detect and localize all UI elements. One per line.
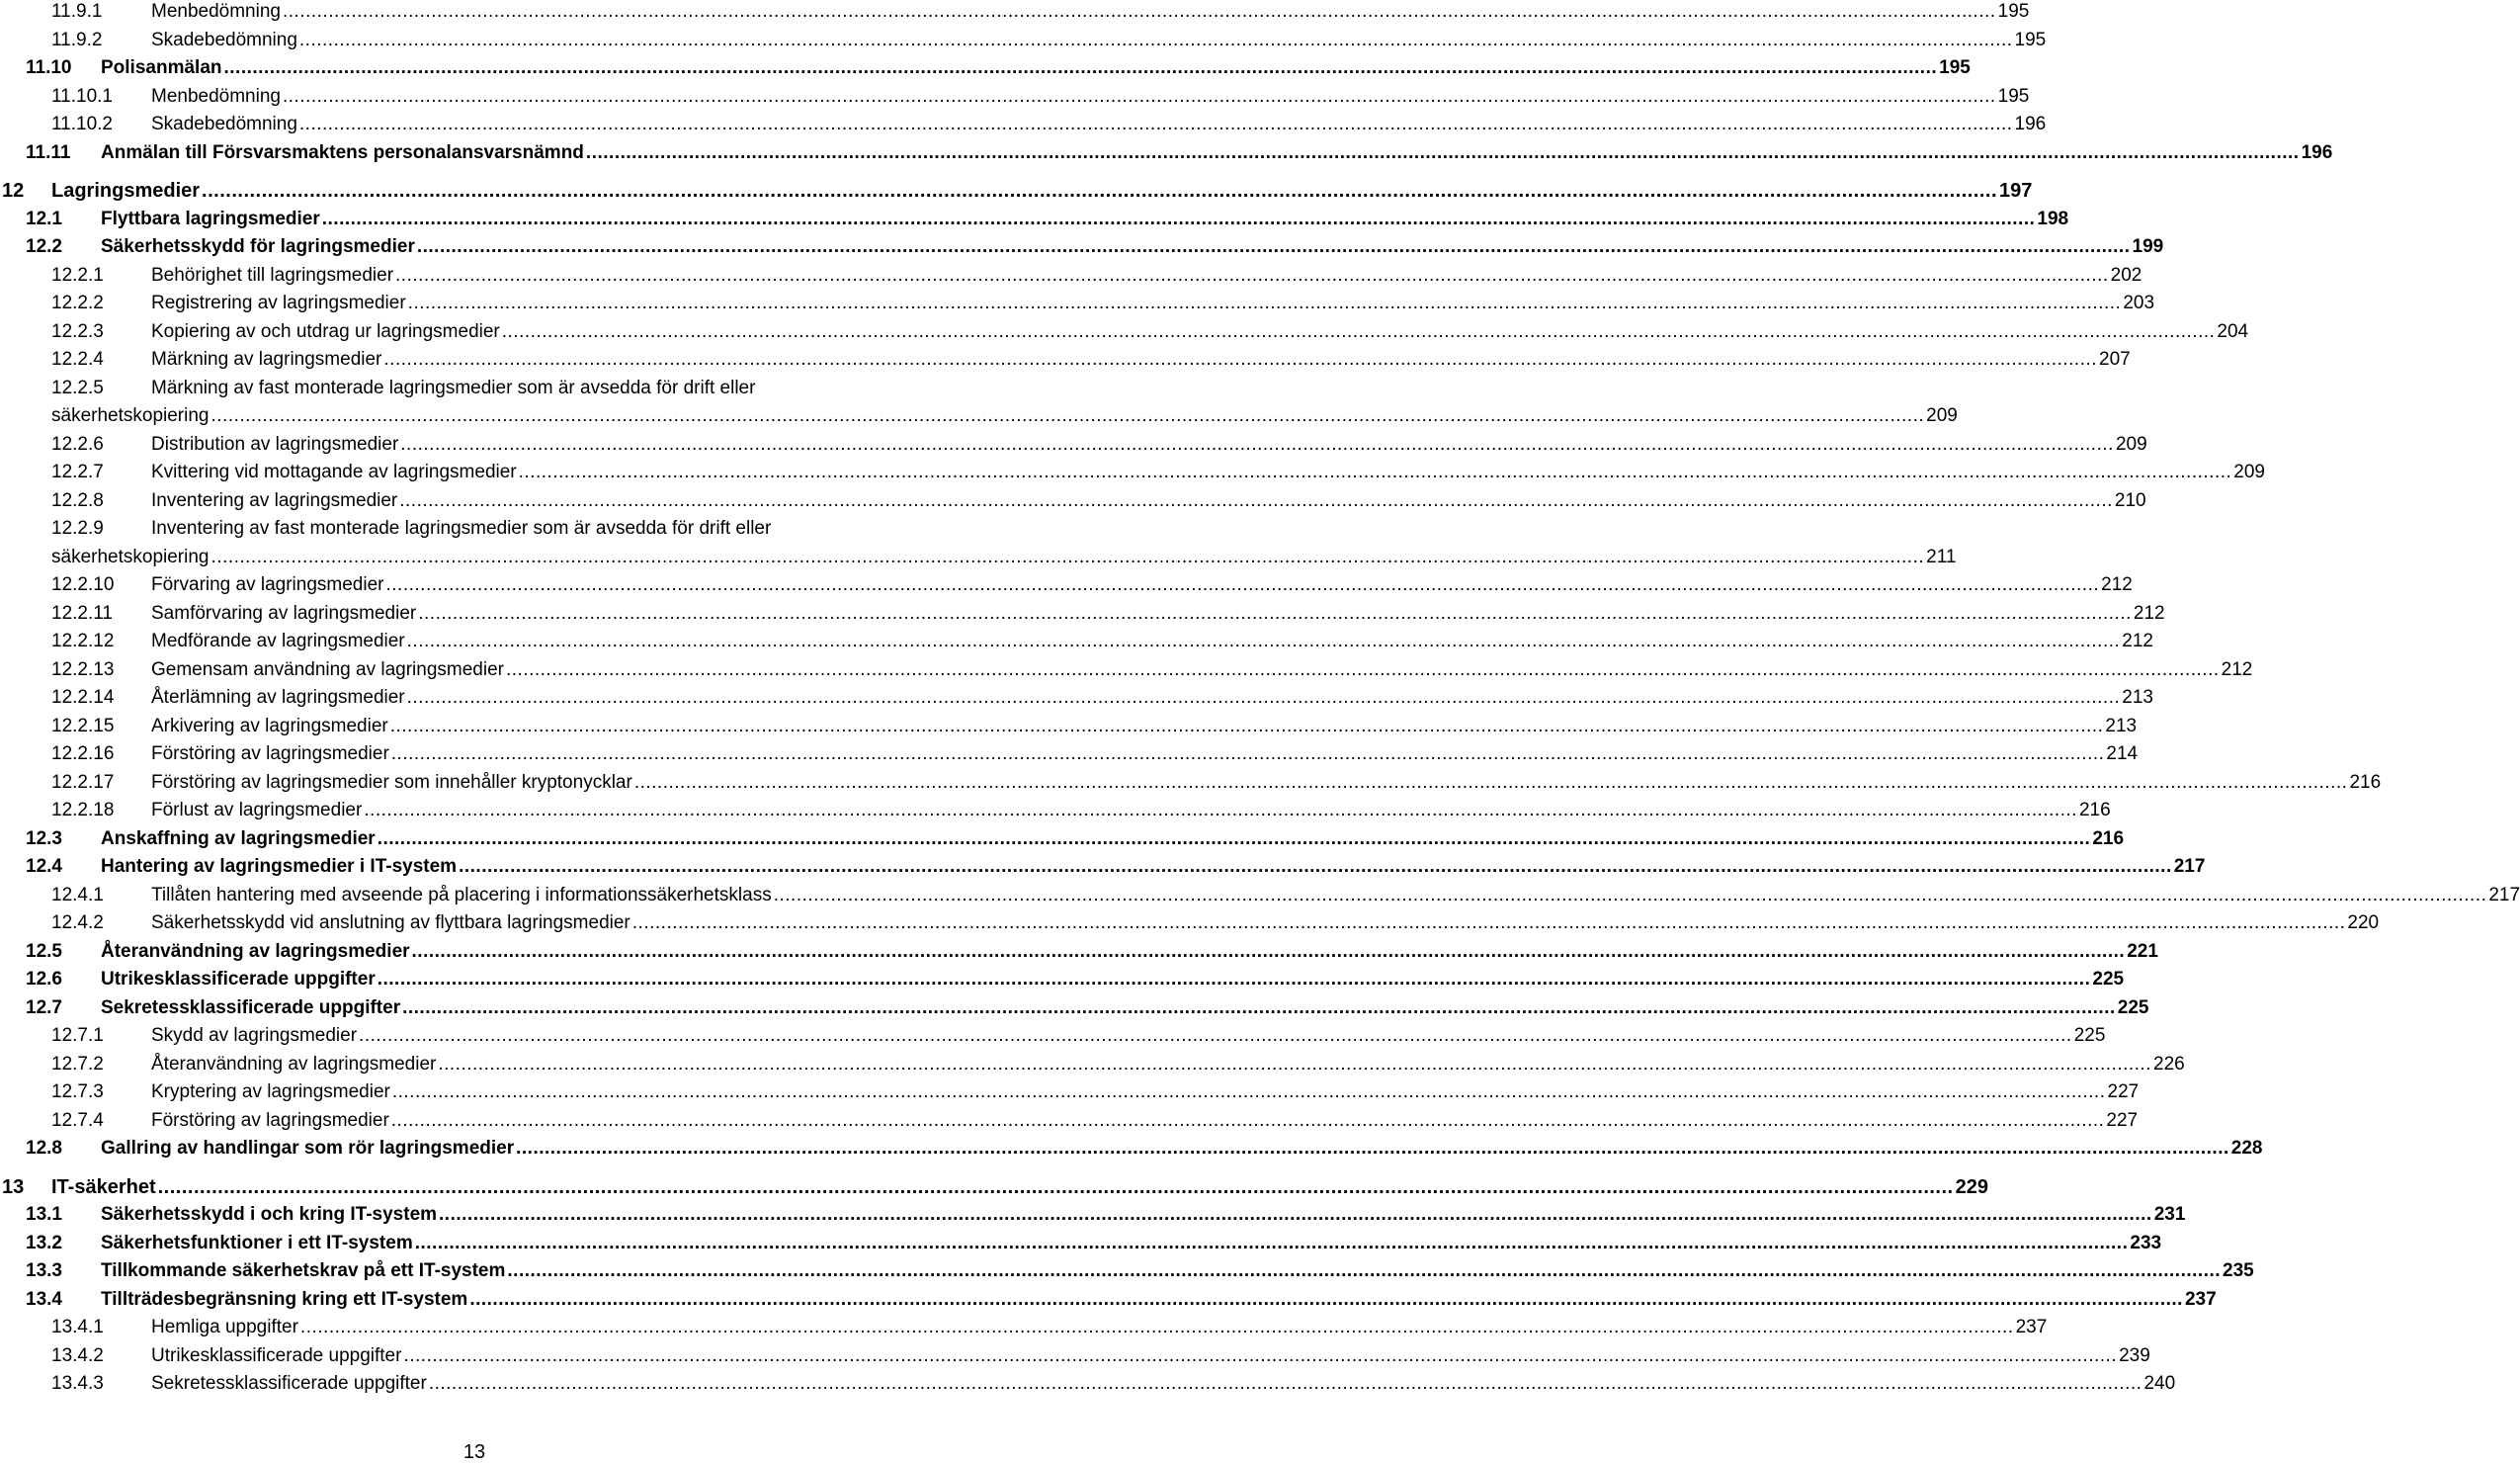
toc-entry-page: 225 xyxy=(2073,1025,2106,1046)
toc-entry[interactable] xyxy=(0,1053,2185,1080)
toc-entry[interactable] xyxy=(0,602,2165,630)
toc-entry-page: 227 xyxy=(2106,1109,2139,1131)
toc-leader-dots: ............................................................................................................................................................................................................................................................................................................ xyxy=(428,1373,2142,1394)
toc-entry-page: 196 xyxy=(2301,141,2333,163)
toc-leader-dots: ............................................................................................................................................................................................................................................................................................................ xyxy=(364,800,2077,820)
toc-entry-number: 13.3 xyxy=(26,1260,62,1281)
toc-entry[interactable] xyxy=(0,658,2253,686)
toc-entry-title: Anmälan till Försvarsmaktens personalansvarsnämnd xyxy=(101,141,584,163)
toc-entry[interactable] xyxy=(0,1080,2140,1108)
toc-leader-dots: ............................................................................................................................................................................................................................................................................................................ xyxy=(385,574,2100,595)
toc-entry-title: Registrering av lagringsmedier xyxy=(151,293,406,313)
toc-entry-title: Skadebedömning xyxy=(151,29,297,50)
toc-entry-number: 11.11 xyxy=(26,141,71,163)
toc-entry-title: Behörighet till lagringsmedier xyxy=(151,264,394,286)
toc-entry-title: Säkerhetsskydd i och kring IT-system xyxy=(101,1204,438,1225)
toc-leader-dots: ............................................................................................................................................................................................................................................................................................................ xyxy=(210,546,1925,567)
toc-entry-page: 228 xyxy=(2230,1138,2263,1159)
toc-leader-dots: ............................................................................................................................................................................................................................................................................................................ xyxy=(383,349,2098,370)
toc-leader-dots: ............................................................................................................................................................................................................................................................................................................ xyxy=(377,827,2091,849)
toc-leader-dots: ............................................................................................................................................................................................................................................................................................................ xyxy=(400,433,2114,455)
toc-entry-page: 203 xyxy=(2123,293,2155,313)
toc-entry-number: 12.2.15 xyxy=(51,715,115,736)
toc-entry-page: 212 xyxy=(2221,658,2253,680)
toc-entry[interactable] xyxy=(0,771,2382,799)
toc-entry-title: Utrikesklassificerade uppgifter xyxy=(101,969,376,990)
toc-entry[interactable] xyxy=(0,630,2153,657)
toc-entry-number: 12.3 xyxy=(26,827,62,849)
toc-leader-dots: ............................................................................................................................................................................................................................................................................................................ xyxy=(391,1081,2106,1102)
toc-entry-page: 213 xyxy=(2105,715,2138,736)
toc-entry[interactable] xyxy=(0,179,2033,207)
toc-leader-dots: ............................................................................................................................................................................................................................................................................................................ xyxy=(414,1232,2129,1253)
toc-entry-title: Återanvändning av lagringsmedier xyxy=(101,940,410,962)
toc-entry-number: 12.7.4 xyxy=(51,1109,104,1131)
toc-leader-dots: ............................................................................................................................................................................................................................................................................................................ xyxy=(157,1175,1954,1198)
toc-entry-number: 12.6 xyxy=(26,969,62,990)
toc-entry-number: 12.2 xyxy=(26,236,62,257)
toc-entry-title: Märkning av lagringsmedier xyxy=(151,349,382,370)
toc-entry-title: Skadebedömning xyxy=(151,114,297,134)
toc-leader-dots: ............................................................................................................................................................................................................................................................................................................ xyxy=(210,405,1925,426)
toc-entry-title-continued: säkerhetskopiering xyxy=(51,546,210,567)
toc-entry[interactable] xyxy=(0,489,2146,517)
toc-entry-number: 12.8 xyxy=(26,1138,62,1159)
toc-entry-number: 12.2.8 xyxy=(51,489,104,511)
toc-entry-title: Tillåten hantering med avseende på placering i informationssäkerhetsklass xyxy=(151,884,772,905)
toc-entry[interactable] xyxy=(0,715,2138,742)
toc-entry[interactable] xyxy=(0,292,2155,319)
toc-leader-dots: ............................................................................................................................................................................................................................................................................................................ xyxy=(395,264,2109,286)
toc-entry-title: Sekretessklassificerade uppgifter xyxy=(151,1373,427,1394)
toc-entry-page: 198 xyxy=(2037,208,2069,229)
toc-entry[interactable] xyxy=(0,517,949,545)
toc-entry-title: Lagringsmedier xyxy=(51,180,201,202)
toc-entry-title: Märkning av fast monterade lagringsmedier som är avsedda för drift eller xyxy=(151,377,756,398)
toc-entry[interactable] xyxy=(0,686,2153,714)
toc-leader-dots: ............................................................................................................................................................................................................................................................................................................ xyxy=(416,236,2131,257)
toc-leader-dots: ............................................................................................................................................................................................................................................................................................................ xyxy=(516,1138,2229,1159)
toc-entry[interactable] xyxy=(0,1259,2254,1287)
toc-entry-page: 212 xyxy=(2101,574,2133,595)
toc-entry-number: 12.2.14 xyxy=(51,687,115,708)
toc-entry-title: Sekretessklassificerade uppgifter xyxy=(101,996,401,1018)
toc-entry[interactable] xyxy=(0,911,2380,939)
toc-entry-title: Inventering av lagringsmedier xyxy=(151,489,398,511)
toc-leader-dots: ............................................................................................................................................................................................................................................................................................................ xyxy=(282,85,1996,107)
toc-entry-page: 204 xyxy=(2217,320,2249,342)
toc-leader-dots: ............................................................................................................................................................................................................................................................................................................ xyxy=(418,602,2132,624)
toc-entry-number: 13.2 xyxy=(26,1232,62,1253)
toc-leader-dots: ............................................................................................................................................................................................................................................................................................................ xyxy=(439,1204,2152,1225)
toc-entry-page: 195 xyxy=(1997,85,2030,107)
toc-entry-title: Inventering av fast monterade lagringsmedier som är avsedda för drift eller xyxy=(151,518,772,539)
toc-entry[interactable] xyxy=(0,1175,1988,1203)
toc-entry-number: 12.4 xyxy=(26,856,62,877)
toc-entry-page: 233 xyxy=(2130,1232,2162,1253)
toc-entry-page: 207 xyxy=(2099,349,2131,370)
toc-entry-title: Medförande av lagringsmedier xyxy=(151,631,405,651)
toc-entry-page: 229 xyxy=(1955,1175,1988,1198)
toc-entry-number: 12.2.12 xyxy=(51,631,115,651)
toc-entry-page: 220 xyxy=(2347,912,2380,933)
toc-entry[interactable] xyxy=(0,996,2149,1024)
toc-leader-dots: ............................................................................................................................................................................................................................................................................................................ xyxy=(406,631,2121,651)
toc-entry-title: Tillkommande säkerhetskrav på ett IT-system xyxy=(101,1260,506,1281)
toc-entry-page: 235 xyxy=(2223,1260,2254,1281)
toc-leader-dots: ............................................................................................................................................................................................................................................................................................................ xyxy=(282,1,1996,22)
toc-entry-title: Gemensam användning av lagringsmedier xyxy=(151,658,504,680)
toc-entry-number: 12.4.1 xyxy=(51,884,104,905)
toc-entry-number: 13.1 xyxy=(26,1204,62,1225)
toc-leader-dots: ............................................................................................................................................................................................................................................................................................................ xyxy=(633,771,2348,793)
toc-leader-dots: ............................................................................................................................................................................................................................................................................................................ xyxy=(459,856,2172,877)
toc-leader-dots: ............................................................................................................................................................................................................................................................................................................ xyxy=(585,141,2300,163)
toc-entry-page: 216 xyxy=(2092,827,2125,849)
toc-entry[interactable] xyxy=(0,1109,2139,1137)
toc-entry-page: 211 xyxy=(1926,546,1957,567)
toc-entry-title: Säkerhetsfunktioner i ett IT-system xyxy=(101,1232,413,1253)
toc-entry-number: 12.2.10 xyxy=(51,574,115,595)
toc-entry[interactable] xyxy=(0,573,2133,601)
toc-entry-page: 209 xyxy=(1926,405,1958,426)
toc-entry-number: 12.2.13 xyxy=(51,658,115,680)
toc-entry-continuation[interactable] xyxy=(0,546,1957,573)
toc-leader-dots: ............................................................................................................................................................................................................................................................................................................ xyxy=(299,1317,2014,1337)
toc-leader-dots: ............................................................................................................................................................................................................................................................................................................ xyxy=(298,114,2013,134)
toc-entry[interactable] xyxy=(0,1344,2150,1372)
toc-entry[interactable] xyxy=(0,56,1971,84)
toc-entry[interactable] xyxy=(0,113,2047,140)
toc-entry-continuation[interactable] xyxy=(0,404,1958,432)
toc-entry-title: Förstöring av lagringsmedier xyxy=(151,743,389,764)
toc-entry[interactable] xyxy=(0,1137,2263,1164)
toc-entry-title: Förstöring av lagringsmedier som innehåller kryptonycklar xyxy=(151,771,632,793)
toc-leader-dots: ............................................................................................................................................................................................................................................................................................................ xyxy=(377,969,2091,990)
toc-entry-page: 239 xyxy=(2119,1344,2150,1366)
toc-entry[interactable] xyxy=(0,0,2030,28)
toc-entry[interactable] xyxy=(0,968,2125,995)
toc-entry[interactable] xyxy=(0,884,2520,911)
toc-leader-dots: ............................................................................................................................................................................................................................................................................................................ xyxy=(505,658,2220,680)
toc-leader-dots: ............................................................................................................................................................................................................................................................................................................ xyxy=(773,884,2487,905)
toc-leader-dots: ............................................................................................................................................................................................................................................................................................................ xyxy=(359,1025,2072,1046)
toc-leader-dots: ............................................................................................................................................................................................................................................................................................................ xyxy=(390,1109,2105,1131)
toc-leader-dots: ............................................................................................................................................................................................................................................................................................................ xyxy=(507,1260,2222,1281)
toc-entry-page: 212 xyxy=(2133,602,2165,624)
toc-entry-page: 195 xyxy=(1997,1,2030,22)
toc-entry-page: 217 xyxy=(2173,856,2206,877)
toc-entry-number: 12.2.7 xyxy=(51,462,104,482)
toc-entry-page: 225 xyxy=(2092,969,2125,990)
toc-leader-dots: ............................................................................................................................................................................................................................................................................................................ xyxy=(518,462,2232,482)
toc-entry-number: 12.2.1 xyxy=(51,264,104,286)
toc-entry-number: 11.10.2 xyxy=(51,114,113,134)
toc-entry-page: 196 xyxy=(2014,114,2047,134)
toc-leader-dots: ............................................................................................................................................................................................................................................................................................................ xyxy=(501,320,2216,342)
toc-entry-title: Säkerhetsskydd för lagringsmedier xyxy=(101,236,415,257)
toc-leader-dots: ............................................................................................................................................................................................................................................................................................................ xyxy=(390,743,2105,764)
toc-entry-number: 12.4.2 xyxy=(51,912,104,933)
toc-entry[interactable] xyxy=(0,1203,2186,1231)
toc-entry-page: 231 xyxy=(2153,1204,2186,1225)
toc-entry-page: 199 xyxy=(2132,236,2164,257)
toc-entry-number: 12.2.11 xyxy=(51,602,113,624)
toc-entry-number: 12.7.1 xyxy=(51,1025,104,1046)
toc-leader-dots: ............................................................................................................................................................................................................................................................................................................ xyxy=(403,1344,2118,1366)
toc-leader-dots: ............................................................................................................................................................................................................................................................................................................ xyxy=(407,293,2122,313)
toc-entry-title: Återlämning av lagringsmedier xyxy=(151,687,405,708)
toc-entry[interactable] xyxy=(0,855,2206,883)
toc-entry-title: Tillträdesbegränsning kring ett IT-system xyxy=(101,1288,468,1310)
toc-entry-number: 12 xyxy=(2,180,25,202)
toc-entry-page: 240 xyxy=(2143,1373,2176,1394)
toc-entry-page: 214 xyxy=(2106,743,2139,764)
toc-entry-number: 12.2.18 xyxy=(51,800,115,820)
toc-entry[interactable] xyxy=(0,141,2333,169)
toc-entry-page: 216 xyxy=(2078,800,2111,820)
toc-leader-dots: ............................................................................................................................................................................................................................................................................................................ xyxy=(469,1288,2183,1310)
toc-entry-page: 212 xyxy=(2122,631,2153,651)
toc-entry-title: Kryptering av lagringsmedier xyxy=(151,1081,390,1102)
toc-leader-dots: ............................................................................................................................................................................................................................................................................................................ xyxy=(321,208,2036,229)
toc-entry-page: 217 xyxy=(2488,884,2520,905)
toc-leader-dots: ............................................................................................................................................................................................................................................................................................................ xyxy=(389,715,2104,736)
toc-leader-dots: ............................................................................................................................................................................................................................................................................................................ xyxy=(399,489,2113,511)
toc-entry-number: 12.7 xyxy=(26,996,62,1018)
toc-entry-page: 209 xyxy=(2115,433,2147,455)
toc-entry-number: 11.9.2 xyxy=(51,29,103,50)
toc-entry-title: Hantering av lagringsmedier i IT-system xyxy=(101,856,458,877)
toc-leader-dots: ............................................................................................................................................................................................................................................................................................................ xyxy=(631,912,2346,933)
toc-entry[interactable] xyxy=(0,433,2147,461)
toc-entry-number: 12.2.9 xyxy=(51,518,104,539)
toc-entry-title: Utrikesklassificerade uppgifter xyxy=(151,1344,402,1366)
toc-entry[interactable] xyxy=(0,348,2131,376)
toc-entry-page: 213 xyxy=(2122,687,2153,708)
toc-entry-number: 13.4.3 xyxy=(51,1373,104,1394)
toc-leader-dots: ............................................................................................................................................................................................................................................................................................................ xyxy=(406,687,2121,708)
toc-entry-number: 13.4.2 xyxy=(51,1344,104,1366)
toc-entry[interactable] xyxy=(0,377,949,404)
toc-entry-title: Menbedömning xyxy=(151,1,281,22)
toc-entry-number: 12.7.3 xyxy=(51,1081,104,1102)
toc-entry[interactable] xyxy=(0,827,2125,855)
toc-entry-title: Förstöring av lagringsmedier xyxy=(151,1109,389,1131)
toc-entry[interactable] xyxy=(0,29,2047,56)
toc-entry-page: 195 xyxy=(1939,57,1971,78)
toc-entry-number: 12.7.2 xyxy=(51,1053,104,1075)
toc-entry-title: Säkerhetsskydd vid anslutning av flyttbara lagringsmedier xyxy=(151,912,630,933)
page-number: 13 xyxy=(462,1441,486,1463)
toc-entry-title: IT-säkerhet xyxy=(51,1175,156,1198)
toc-entry-title-continued: säkerhetskopiering xyxy=(51,405,210,426)
toc-entry-title: Hemliga uppgifter xyxy=(151,1317,298,1337)
toc-entry-title: Förlust av lagringsmedier xyxy=(151,800,363,820)
toc-entry-page: 221 xyxy=(2127,940,2158,962)
toc-entry-page: 216 xyxy=(2349,771,2382,793)
toc-entry-page: 226 xyxy=(2153,1053,2185,1075)
toc-entry-number: 11.10.1 xyxy=(51,85,113,107)
toc-entry-page: 202 xyxy=(2110,264,2142,286)
toc-entry-number: 12.2.2 xyxy=(51,293,104,313)
toc-leader-dots: ............................................................................................................................................................................................................................................................................................................ xyxy=(202,180,1998,202)
toc-entry-page: 210 xyxy=(2114,489,2146,511)
toc-leader-dots: ............................................................................................................................................................................................................................................................................................................ xyxy=(223,57,1938,78)
toc-entry[interactable] xyxy=(0,742,2139,770)
toc-entry-page: 237 xyxy=(2015,1317,2048,1337)
toc-entry[interactable] xyxy=(0,799,2111,826)
toc-entry[interactable] xyxy=(0,320,2249,348)
toc-entry-number: 11.10 xyxy=(26,57,72,78)
toc-entry-title: Flyttbara lagringsmedier xyxy=(101,208,320,229)
toc-entry-number: 13 xyxy=(2,1175,25,1198)
toc-entry[interactable] xyxy=(0,1024,2106,1052)
toc-entry-number: 12.1 xyxy=(26,208,62,229)
toc-entry[interactable] xyxy=(0,1232,2162,1259)
toc-entry-number: 12.2.5 xyxy=(51,377,104,398)
toc-entry-title: Kopiering av och utdrag ur lagringsmedier xyxy=(151,320,500,342)
toc-entry-page: 197 xyxy=(1999,180,2033,202)
toc-entry-page: 227 xyxy=(2107,1081,2140,1102)
toc-entry-page: 209 xyxy=(2233,462,2265,482)
toc-entry-number: 12.2.17 xyxy=(51,771,115,793)
toc-leader-dots: ............................................................................................................................................................................................................................................................................................................ xyxy=(438,1053,2151,1075)
toc-entry-page: 237 xyxy=(2184,1288,2217,1310)
toc-entry[interactable] xyxy=(0,940,2158,968)
toc-leader-dots: ............................................................................................................................................................................................................................................................................................................ xyxy=(298,29,2013,50)
toc-entry-title: Menbedömning xyxy=(151,85,281,107)
toc-entry-title: Gallring av handlingar som rör lagringsmedier xyxy=(101,1138,515,1159)
toc-entry[interactable] xyxy=(0,208,2069,235)
toc-entry[interactable] xyxy=(0,461,2265,488)
toc-entry-title: Återanvändning av lagringsmedier xyxy=(151,1053,437,1075)
toc-entry[interactable] xyxy=(0,1288,2217,1316)
toc-entry-number: 12.2.6 xyxy=(51,433,104,455)
toc-entry-number: 11.9.1 xyxy=(51,1,103,22)
toc-entry[interactable] xyxy=(0,85,2030,113)
toc-entry-number: 12.5 xyxy=(26,940,62,962)
toc-entry-title: Kvittering vid mottagande av lagringsmedier xyxy=(151,462,517,482)
toc-entry-title: Arkivering av lagringsmedier xyxy=(151,715,388,736)
toc-entry[interactable] xyxy=(0,1316,2048,1343)
toc-entry-number: 12.2.4 xyxy=(51,349,104,370)
toc-entry[interactable] xyxy=(0,264,2142,292)
toc-entry-title: Distribution av lagringsmedier xyxy=(151,433,399,455)
toc-entry-title: Anskaffning av lagringsmedier xyxy=(101,827,376,849)
toc-entry-title: Polisanmälan xyxy=(101,57,222,78)
toc-entry-title: Samförvaring av lagringsmedier xyxy=(151,602,417,624)
toc-entry-number: 13.4 xyxy=(26,1288,62,1310)
toc-entry-page: 195 xyxy=(2014,29,2047,50)
toc-entry-title: Skydd av lagringsmedier xyxy=(151,1025,358,1046)
toc-entry-number: 12.2.3 xyxy=(51,320,104,342)
toc-entry-title: Förvaring av lagringsmedier xyxy=(151,574,384,595)
toc-leader-dots: ............................................................................................................................................................................................................................................................................................................ xyxy=(402,996,2116,1018)
toc-entry-number: 13.4.1 xyxy=(51,1317,104,1337)
toc-entry-page: 225 xyxy=(2117,996,2149,1018)
toc-entry[interactable] xyxy=(0,235,2164,263)
toc-leader-dots: ............................................................................................................................................................................................................................................................................................................ xyxy=(411,940,2126,962)
toc-entry[interactable] xyxy=(0,1372,2176,1400)
toc-entry-number: 12.2.16 xyxy=(51,743,115,764)
